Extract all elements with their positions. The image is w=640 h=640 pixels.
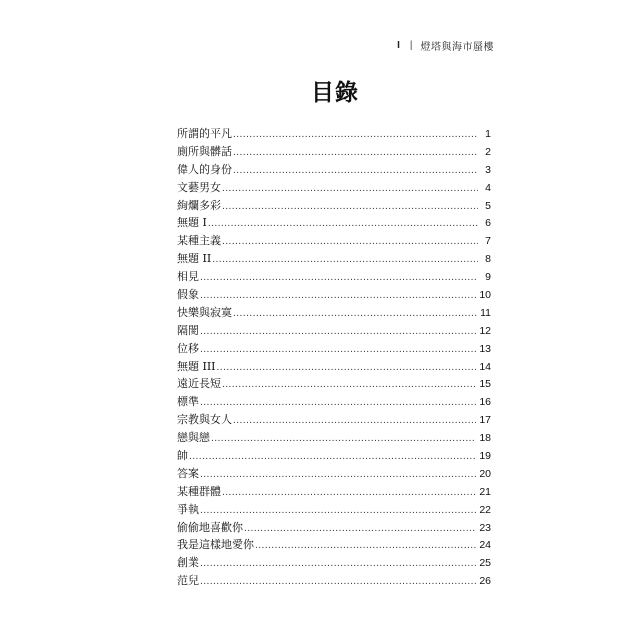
toc-entry-title: 標準 bbox=[177, 395, 199, 409]
toc-entry-page-number: 14 bbox=[479, 360, 491, 373]
dot-leader bbox=[211, 431, 476, 449]
toc-entry-page-number: 16 bbox=[479, 396, 491, 409]
toc-entry bbox=[177, 250, 491, 268]
toc-entry-title: 所謂的平凡 bbox=[177, 127, 232, 140]
toc-entry-title: 戀與戀 bbox=[177, 431, 210, 445]
toc-entry bbox=[177, 197, 491, 215]
toc-entry-page-number: 22 bbox=[479, 503, 491, 516]
toc-entry-title: 創業 bbox=[177, 556, 199, 570]
toc-entry bbox=[177, 232, 491, 250]
dot-leader bbox=[233, 306, 477, 324]
header-book-title: 燈塔與海市蜃樓 bbox=[420, 41, 494, 53]
toc-entry bbox=[177, 393, 491, 411]
toc-entry-title: 爭執 bbox=[177, 502, 199, 516]
toc-entry bbox=[177, 483, 491, 501]
toc-entry-page-number: 18 bbox=[479, 432, 491, 445]
dot-leader bbox=[233, 145, 478, 163]
toc-entry-page-number: 11 bbox=[480, 306, 491, 319]
toc-entry-page-number: 3 bbox=[485, 163, 491, 176]
toc-entry-title: 遠近長短 bbox=[177, 377, 221, 391]
toc-entry bbox=[177, 536, 491, 554]
dot-leader bbox=[222, 485, 476, 503]
dot-leader bbox=[244, 521, 476, 539]
dot-leader bbox=[255, 538, 476, 556]
dot-leader bbox=[208, 216, 478, 234]
toc-entry-title: 宗教與女人 bbox=[177, 413, 232, 427]
toc-entry bbox=[177, 429, 491, 447]
toc-entry bbox=[177, 465, 491, 483]
toc-entry bbox=[177, 179, 491, 197]
toc-entry-page-number: 13 bbox=[479, 342, 491, 355]
dot-leader bbox=[200, 342, 476, 360]
dot-leader bbox=[233, 413, 476, 431]
toc-entry bbox=[177, 340, 491, 358]
toc-entry bbox=[177, 286, 491, 304]
dot-leader bbox=[200, 574, 476, 592]
dot-leader bbox=[200, 324, 476, 342]
toc-entry-page-number: 5 bbox=[485, 199, 491, 212]
toc-entry bbox=[177, 358, 491, 376]
header-page-number: I bbox=[397, 39, 400, 51]
dot-leader bbox=[212, 252, 478, 270]
toc-entry-title: 位移 bbox=[177, 341, 199, 355]
toc-entry-title: 答案 bbox=[177, 466, 199, 480]
toc-entry-page-number: 25 bbox=[479, 557, 491, 570]
toc-entry bbox=[177, 375, 491, 393]
dot-leader bbox=[233, 127, 478, 145]
dot-leader bbox=[200, 270, 478, 288]
toc-entry-title: 無題 I bbox=[177, 216, 207, 230]
toc-entry bbox=[177, 268, 491, 286]
toc-entry-title: 無題 III bbox=[177, 359, 216, 373]
dot-leader bbox=[222, 377, 476, 395]
toc-entry bbox=[177, 572, 491, 590]
toc-entry-page-number: 2 bbox=[485, 145, 491, 158]
toc-entry-page-number: 8 bbox=[485, 253, 491, 266]
toc-entry bbox=[177, 304, 491, 322]
toc-entry-page-number: 7 bbox=[485, 235, 491, 248]
toc-entry-title: 我是這樣地愛你 bbox=[177, 538, 254, 552]
toc-entry bbox=[177, 125, 491, 143]
toc-entry bbox=[177, 161, 491, 179]
toc-entry-title: 文藝男女 bbox=[177, 180, 221, 194]
toc-entry-title: 隔閡 bbox=[177, 323, 199, 337]
dot-leader bbox=[222, 181, 478, 199]
toc-entry-title: 偷偷地喜歡你 bbox=[177, 520, 243, 534]
toc-entry bbox=[177, 501, 491, 519]
toc-entry-page-number: 9 bbox=[485, 271, 491, 284]
toc-entry-title: 無題 II bbox=[177, 252, 212, 266]
dot-leader bbox=[189, 449, 476, 467]
toc-entry-page-number: 21 bbox=[479, 485, 491, 498]
toc-entry-title: 帥 bbox=[177, 449, 188, 463]
dot-leader bbox=[233, 163, 478, 181]
toc-entry bbox=[177, 519, 491, 537]
toc-entry-page-number: 26 bbox=[479, 575, 491, 588]
toc-entry-title: 假象 bbox=[177, 288, 199, 302]
toc-entry bbox=[177, 447, 491, 465]
dot-leader bbox=[200, 556, 476, 574]
toc-entry-page-number: 15 bbox=[479, 378, 491, 391]
toc-title: 目錄 bbox=[311, 80, 359, 106]
toc-entry-page-number: 12 bbox=[479, 324, 491, 337]
toc-entry-title: 廁所與髒話 bbox=[177, 144, 232, 158]
dot-leader bbox=[200, 395, 476, 413]
toc-entry-page-number: 4 bbox=[485, 181, 491, 194]
dot-leader bbox=[222, 234, 478, 252]
toc-entry bbox=[177, 143, 491, 161]
toc-entry-page-number: 17 bbox=[479, 414, 491, 427]
toc-entry-page-number: 19 bbox=[479, 450, 491, 463]
toc-entry-title: 偉人的身份 bbox=[177, 162, 232, 176]
toc-entry-page-number: 20 bbox=[479, 467, 491, 480]
toc-entry-page-number: 6 bbox=[485, 217, 491, 230]
toc-entry-title: 絢爛多彩 bbox=[177, 198, 221, 212]
toc-entry-title: 某種主義 bbox=[177, 234, 221, 248]
toc-entry-title: 相見 bbox=[177, 270, 199, 284]
dot-leader bbox=[200, 467, 476, 485]
toc-entry-title: 某種群體 bbox=[177, 484, 221, 498]
header-separator: | bbox=[409, 39, 413, 51]
dot-leader bbox=[217, 360, 477, 378]
toc-entry bbox=[177, 214, 491, 232]
toc-entry-title: 快樂與寂寞 bbox=[177, 305, 232, 319]
dot-leader bbox=[200, 288, 476, 306]
toc-entry-page-number: 1 bbox=[485, 128, 491, 140]
toc-entry-title: 范兒 bbox=[177, 574, 199, 588]
toc-entry-page-number: 24 bbox=[479, 539, 491, 552]
running-header bbox=[397, 38, 494, 52]
toc-entry bbox=[177, 411, 491, 429]
toc-entry bbox=[177, 322, 491, 340]
toc-entry-page-number: 10 bbox=[479, 289, 491, 302]
toc-entry-page-number: 23 bbox=[479, 521, 491, 534]
toc-list bbox=[177, 125, 491, 590]
dot-leader bbox=[222, 199, 478, 217]
toc-entry bbox=[177, 554, 491, 572]
